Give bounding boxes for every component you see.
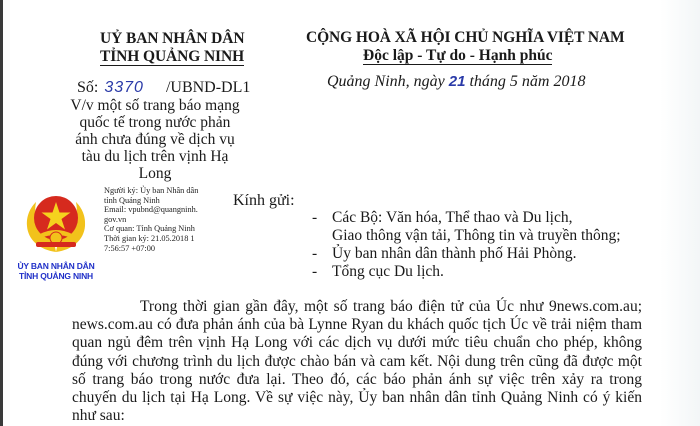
org-line-2: TỈNH QUẢNG NINH — [100, 48, 245, 65]
bullet-dash: - — [312, 245, 318, 262]
stamp-caption — [15, 261, 97, 281]
stamp-caption-line-1: ỦY BAN NHÂN DÂN — [17, 261, 95, 271]
recipients-label: Kính gửi: — [233, 192, 295, 209]
national-title: CỘNG HOÀ XÃ HỘI CHỦ NGHĨA VIỆT NAM — [306, 29, 625, 46]
document-number — [77, 79, 250, 97]
recipient-item: - Ủy ban nhân dân thành phố Hải Phòng. — [312, 245, 577, 262]
date-suffix: tháng 5 năm 2018 — [469, 73, 586, 90]
number-label: Số: — [77, 79, 99, 96]
page-left-edge — [0, 0, 3, 426]
number-suffix: /UBND-DL1 — [165, 79, 251, 96]
stamp-caption-line-2: TỈNH QUẢNG NINH — [19, 271, 93, 281]
national-motto: Độc lập - Tự do - Hạnh phúc — [363, 47, 553, 64]
signer-email: Email: vpubnd@quangninh.gov.vn — [104, 205, 198, 224]
issue-date — [327, 73, 585, 91]
date-day: 21 — [448, 73, 466, 90]
number-value: 3370 — [104, 79, 144, 96]
signing-time: Thời gian ký: 21.05.2018 17:56:57 +07:00 — [104, 233, 195, 253]
document-subject: V/v một số trang báo mạng quốc tế trong nước phản ánh chưa đúng về dịch vụ tàu du lịch trên vịnh Hạ Long — [70, 97, 240, 182]
org-line-1: UỶ BAN NHÂN DÂN — [100, 30, 245, 47]
recipient-item: - Các Bộ: Văn hóa, Thể thao và Du lịch, Giao thông vận tải, Thông tin và truyền thông; — [312, 209, 621, 244]
page-right-shade — [660, 0, 700, 426]
body-paragraph — [72, 298, 642, 425]
signer: Người ký: Ủy ban Nhân dân tỉnh Quảng Ninh — [104, 186, 199, 205]
bullet-dash: - — [312, 209, 318, 226]
recipients-list — [312, 209, 621, 281]
signer-agency: Cơ quan: Tỉnh Quảng Ninh — [104, 224, 195, 234]
recipient-item: - Tổng cục Du lịch. — [312, 263, 444, 280]
date-prefix: Quảng Ninh, ngày — [327, 73, 445, 90]
issuing-authority — [100, 30, 245, 66]
national-emblem-icon — [22, 192, 90, 254]
body-text: Trong thời gian gần đây, một số trang báo điện tử của Úc như 9news.com.au; news.com.au có đưa phản ánh của bà Lynne Ryan du khách quốc tịch Úc về trải niệm tham quan ngủ đêm trên vịnh Hạ Long với các dịch vụ dưới mức tiêu chuẩn cho phép, không đúng với chương trình du lịch được chào bán và cam kết. Nội dung trên cũng đã được một số trang báo trong nước đưa lại. Theo đó, các báo phản ánh sự việc trên xảy ra trong chuyến du lịch tại Hạ Long. Về sự việc này, Ủy ban nhân dân tỉnh Quảng Ninh có ý kiến như sau: — [72, 298, 642, 425]
digital-signature-info — [104, 186, 199, 253]
bullet-dash: - — [312, 263, 318, 280]
